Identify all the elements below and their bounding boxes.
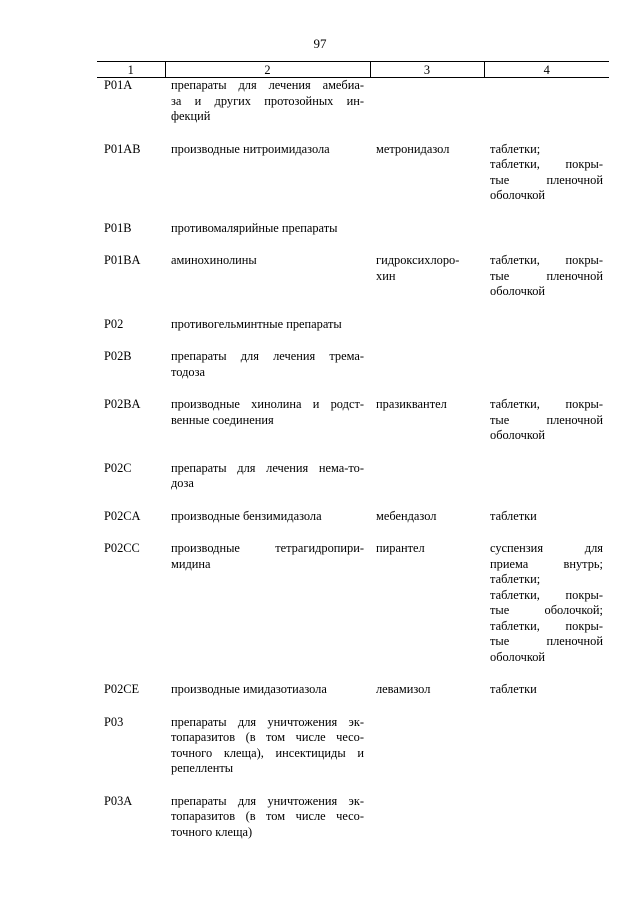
drug-name-cell — [370, 509, 484, 542]
table-row — [97, 509, 609, 542]
group-description-cell — [165, 509, 370, 542]
cell-line: аминохинолины — [171, 253, 257, 267]
cell-line: производные тетрагидропири- — [171, 541, 364, 555]
cell-line: мидина — [171, 556, 211, 571]
cell-line: таблетки, покры- — [490, 397, 603, 411]
dosage-form-cell — [484, 349, 609, 397]
cell-line: P02B — [104, 349, 132, 363]
table-row — [97, 78, 609, 142]
table-row — [97, 317, 609, 350]
cell-line: P02 — [104, 316, 124, 331]
drug-name-cell — [370, 541, 484, 682]
table-row — [97, 253, 609, 317]
cell-line: P01BA — [104, 253, 141, 267]
cell-line: P01AB — [104, 141, 141, 156]
cell-line: за и других протозойных ин- — [171, 93, 364, 108]
cell-line: доза — [171, 476, 194, 490]
cell-line: гидроксихлоро- — [376, 253, 460, 267]
cell-line: производные нитроимидазола — [171, 141, 330, 156]
dosage-form-cell — [484, 317, 609, 350]
atc-code-cell — [97, 682, 165, 715]
table-row — [97, 221, 609, 254]
cell-line: таблетки; — [490, 572, 541, 586]
atc-code-cell — [97, 461, 165, 509]
cell-line: суспензия для — [490, 541, 603, 555]
cell-line: препараты для лечения амебиа- — [171, 78, 364, 92]
cell-line: производные имидазотиазола — [171, 682, 327, 696]
cell-line: таблетки, покры- — [490, 618, 603, 633]
cell-line: таблетки, покры- — [490, 587, 603, 602]
group-description-cell — [165, 715, 370, 794]
column-header-3: 3 — [370, 62, 484, 78]
group-description-cell — [165, 397, 370, 461]
atc-code-cell — [97, 78, 165, 142]
drug-name-cell — [370, 682, 484, 715]
table-row — [97, 349, 609, 397]
table-row — [97, 142, 609, 221]
drug-name-cell — [370, 397, 484, 461]
cell-line: таблетки, покры- — [490, 157, 603, 171]
group-description-cell — [165, 221, 370, 254]
cell-line: точного клеща) — [171, 824, 253, 839]
cell-line: фекций — [171, 109, 211, 123]
cell-line: точного клеща), инсектициды и — [171, 745, 364, 760]
atc-code-cell — [97, 397, 165, 461]
cell-line: празиквантел — [376, 397, 447, 411]
table-header — [97, 62, 609, 78]
cell-line: венные соединения — [171, 412, 274, 427]
cell-line: тые пленочной — [490, 172, 603, 187]
atc-code-cell — [97, 317, 165, 350]
table-row — [97, 682, 609, 715]
atc-code-cell — [97, 349, 165, 397]
table-body — [97, 78, 609, 841]
atc-code-cell — [97, 715, 165, 794]
drug-name-cell — [370, 78, 484, 142]
group-description-cell — [165, 142, 370, 221]
dosage-form-cell — [484, 715, 609, 794]
dosage-form-cell — [484, 397, 609, 461]
table-row — [97, 461, 609, 509]
cell-line: тодоза — [171, 364, 205, 379]
cell-line: P01B — [104, 220, 132, 235]
column-header-2: 2 — [165, 62, 370, 78]
cell-line: P02CA — [104, 508, 141, 523]
cell-line: тые пленочной — [490, 268, 603, 283]
cell-line: P02CC — [104, 541, 140, 555]
table-row — [97, 397, 609, 461]
group-description-cell — [165, 78, 370, 142]
dosage-form-cell — [484, 682, 609, 715]
drug-name-cell — [370, 715, 484, 794]
group-description-cell — [165, 461, 370, 509]
drug-name-cell — [370, 461, 484, 509]
drug-classification-table — [97, 61, 609, 840]
atc-code-cell — [97, 509, 165, 542]
cell-line: метронидазол — [376, 141, 450, 156]
cell-line: оболочкой — [490, 284, 546, 298]
table-row — [97, 794, 609, 841]
cell-line: хин — [376, 268, 396, 283]
drug-name-cell — [370, 221, 484, 254]
table-row — [97, 715, 609, 794]
drug-name-cell — [370, 349, 484, 397]
cell-line: препараты для лечения трема- — [171, 349, 364, 363]
cell-line: P02BA — [104, 397, 141, 411]
cell-line: тые пленочной — [490, 412, 603, 427]
group-description-cell — [165, 541, 370, 682]
group-description-cell — [165, 794, 370, 841]
group-description-cell — [165, 253, 370, 317]
drug-name-cell — [370, 142, 484, 221]
atc-code-cell — [97, 541, 165, 682]
page-number: 97 — [313, 36, 327, 51]
cell-line: топаразитов (в том числе чесо- — [171, 809, 364, 823]
cell-line: препараты для лечения нема-то- — [171, 460, 364, 475]
atc-code-cell — [97, 142, 165, 221]
cell-line: оболочкой — [490, 188, 546, 202]
cell-line: производные хинолина и родст- — [171, 397, 364, 411]
cell-line: оболочкой — [490, 649, 546, 664]
table-row — [97, 541, 609, 682]
dosage-form-cell — [484, 221, 609, 254]
column-header-4: 4 — [484, 62, 609, 78]
cell-line: тые пленочной — [490, 634, 603, 648]
cell-line: мебендазол — [376, 508, 437, 523]
cell-line: противогельминтные препараты — [171, 316, 342, 331]
group-description-cell — [165, 349, 370, 397]
drug-name-cell — [370, 253, 484, 317]
cell-line: производные бензимидазола — [171, 508, 322, 523]
cell-line: препараты для уничтожения эк- — [171, 793, 364, 808]
dosage-form-cell — [484, 253, 609, 317]
cell-line: P01A — [104, 78, 133, 92]
drug-name-cell — [370, 317, 484, 350]
group-description-cell — [165, 682, 370, 715]
cell-line: топаразитов (в том числе чесо- — [171, 730, 364, 744]
cell-line: таблетки — [490, 682, 537, 696]
cell-line: репелленты — [171, 761, 234, 775]
cell-line: P02C — [104, 460, 132, 475]
atc-code-cell — [97, 253, 165, 317]
dosage-form-cell — [484, 78, 609, 142]
cell-line: таблетки; — [490, 141, 541, 156]
dosage-form-cell — [484, 509, 609, 542]
cell-line: P03 — [104, 714, 124, 729]
cell-line: тые оболочкой; — [490, 603, 603, 617]
cell-line: оболочкой — [490, 428, 546, 442]
cell-line: приема внутрь; — [490, 556, 603, 571]
column-header-1: 1 — [97, 62, 165, 78]
cell-line: препараты для уничтожения эк- — [171, 714, 364, 729]
group-description-cell — [165, 317, 370, 350]
cell-line: P03A — [104, 793, 133, 808]
cell-line: противомалярийные препараты — [171, 220, 338, 235]
cell-line: таблетки, покры- — [490, 253, 603, 267]
cell-line: левамизол — [376, 682, 431, 696]
dosage-form-cell — [484, 461, 609, 509]
dosage-form-cell — [484, 541, 609, 682]
atc-code-cell — [97, 221, 165, 254]
atc-code-cell — [97, 794, 165, 841]
cell-line: таблетки — [490, 508, 537, 523]
dosage-form-cell — [484, 794, 609, 841]
cell-line: P02CE — [104, 682, 140, 696]
cell-line: пирантел — [376, 541, 425, 555]
dosage-form-cell — [484, 142, 609, 221]
drug-name-cell — [370, 794, 484, 841]
